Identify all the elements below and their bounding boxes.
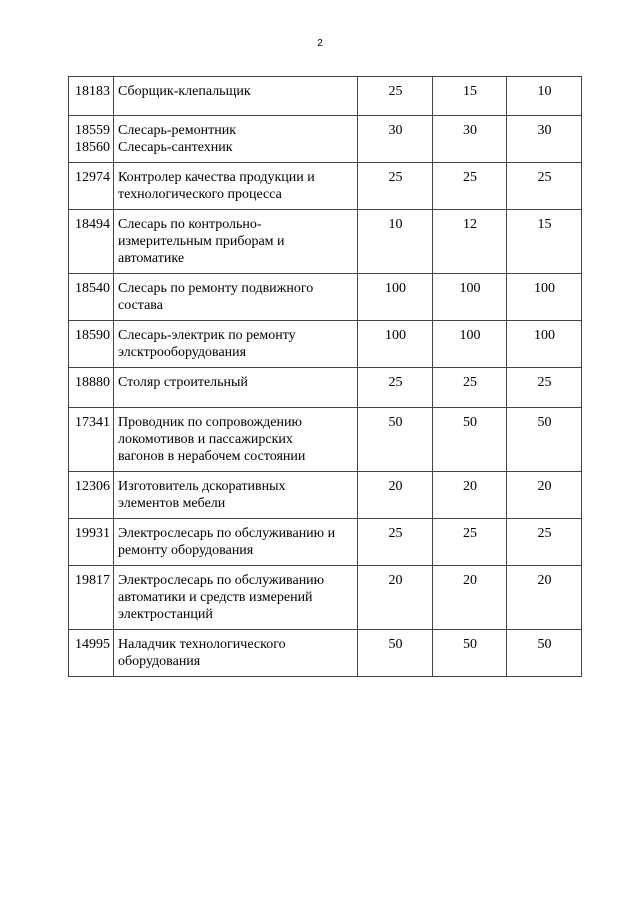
profession-code-cell <box>69 210 114 274</box>
profession-name-cell <box>114 321 358 368</box>
profession-table <box>68 76 582 677</box>
value-cell-1: 20 <box>358 472 433 519</box>
value-cell-2: 100 <box>433 321 507 368</box>
value-cell-1: 25 <box>358 519 433 566</box>
value-cell-1: 50 <box>358 630 433 677</box>
value-cell-1: 25 <box>358 368 433 408</box>
value-cell-2: 20 <box>433 566 507 630</box>
table-row <box>69 321 582 368</box>
value-cell-2: 20 <box>433 472 507 519</box>
table-row <box>69 408 582 472</box>
profession-name-line: оборудования <box>118 654 201 669</box>
profession-name-line: измерительным приборам и <box>118 234 285 249</box>
profession-code-cell <box>69 163 114 210</box>
profession-name-line: Слесарь-сантехник <box>118 140 233 155</box>
profession-code: 12974 <box>75 170 110 185</box>
profession-code: 12306 <box>75 479 110 494</box>
profession-name-line: Изготовитель дскоративных <box>118 479 286 494</box>
profession-code-cell <box>69 77 114 116</box>
value-cell-1: 20 <box>358 566 433 630</box>
value-cell-1: 25 <box>358 77 433 116</box>
profession-code: 14995 <box>75 637 110 652</box>
table-row <box>69 210 582 274</box>
profession-code-cell <box>69 630 114 677</box>
profession-name-line: элементов мебели <box>118 496 226 511</box>
table-row <box>69 472 582 519</box>
value-cell-2: 100 <box>433 274 507 321</box>
profession-name-cell <box>114 472 358 519</box>
profession-name-line: Наладчик технологического <box>118 637 286 652</box>
profession-code-cell <box>69 321 114 368</box>
profession-code: 18540 <box>75 281 110 296</box>
value-cell-3: 25 <box>507 519 582 566</box>
value-cell-3: 25 <box>507 368 582 408</box>
profession-name-cell <box>114 210 358 274</box>
value-cell-3: 15 <box>507 210 582 274</box>
profession-name-line: Слесарь по ремонту подвижного <box>118 281 314 296</box>
profession-name-cell <box>114 368 358 408</box>
value-cell-3: 25 <box>507 163 582 210</box>
value-cell-1: 10 <box>358 210 433 274</box>
profession-name-cell <box>114 163 358 210</box>
value-cell-3: 20 <box>507 566 582 630</box>
value-cell-3: 10 <box>507 77 582 116</box>
profession-name-line: Проводник по сопровождению <box>118 415 302 430</box>
profession-code: 18590 <box>75 328 110 343</box>
value-cell-2: 30 <box>433 116 507 163</box>
value-cell-3: 50 <box>507 408 582 472</box>
profession-code-cell <box>69 368 114 408</box>
table-row <box>69 116 582 163</box>
profession-name-cell <box>114 77 358 116</box>
profession-name-line: Электрослесарь по обслуживанию и <box>118 526 336 541</box>
profession-code: 18560 <box>75 140 110 155</box>
profession-code: 19931 <box>75 526 110 541</box>
value-cell-1: 30 <box>358 116 433 163</box>
value-cell-1: 100 <box>358 274 433 321</box>
profession-name-line: состава <box>118 298 163 313</box>
profession-name-cell <box>114 274 358 321</box>
value-cell-2: 15 <box>433 77 507 116</box>
profession-name-cell <box>114 630 358 677</box>
profession-code-cell <box>69 472 114 519</box>
profession-name-line: Слесарь-электрик по ремонту <box>118 328 296 343</box>
table-row <box>69 630 582 677</box>
profession-name-line: элсктрооборудования <box>118 345 247 360</box>
value-cell-3: 20 <box>507 472 582 519</box>
profession-name-line: ремонту оборудования <box>118 543 254 558</box>
profession-name-line: технологического процесса <box>118 187 282 202</box>
profession-name-cell <box>114 116 358 163</box>
profession-name-line: автоматике <box>118 251 185 266</box>
value-cell-2: 25 <box>433 519 507 566</box>
profession-name-line: Столяр строительный <box>118 375 248 390</box>
profession-code: 19817 <box>75 573 110 588</box>
profession-code-cell <box>69 519 114 566</box>
value-cell-3: 30 <box>507 116 582 163</box>
profession-name-line: Электрослесарь по обслуживанию <box>118 573 325 588</box>
value-cell-2: 50 <box>433 630 507 677</box>
profession-name-cell <box>114 519 358 566</box>
profession-name-cell <box>114 408 358 472</box>
value-cell-2: 25 <box>433 368 507 408</box>
profession-name-line: Контролер качества продукции и <box>118 170 315 185</box>
profession-name-line: Сборщик-клепальщик <box>118 84 251 99</box>
profession-code-cell <box>69 116 114 163</box>
table-row <box>69 163 582 210</box>
profession-code: 18880 <box>75 375 110 390</box>
value-cell-1: 25 <box>358 163 433 210</box>
profession-name-cell <box>114 566 358 630</box>
profession-name-line: Слесарь-ремонтник <box>118 123 237 138</box>
profession-code: 18494 <box>75 217 110 232</box>
value-cell-2: 50 <box>433 408 507 472</box>
table-row <box>69 566 582 630</box>
profession-code-cell <box>69 408 114 472</box>
profession-name-line: электростанций <box>118 607 213 622</box>
value-cell-1: 50 <box>358 408 433 472</box>
profession-code-cell <box>69 274 114 321</box>
value-cell-1: 100 <box>358 321 433 368</box>
value-cell-3: 100 <box>507 274 582 321</box>
table-row <box>69 274 582 321</box>
profession-code: 17341 <box>75 415 110 430</box>
profession-code-cell <box>69 566 114 630</box>
profession-name-line: автоматики и средств измерений <box>118 590 313 605</box>
value-cell-3: 100 <box>507 321 582 368</box>
profession-code: 18559 <box>75 123 110 138</box>
value-cell-2: 25 <box>433 163 507 210</box>
profession-name-line: вагонов в нерабочем состоянии <box>118 449 306 464</box>
profession-code: 18183 <box>75 84 110 99</box>
table-body <box>69 77 582 677</box>
profession-name-line: Слесарь по контрольно- <box>118 217 262 232</box>
value-cell-3: 50 <box>507 630 582 677</box>
table-row <box>69 77 582 116</box>
table-row <box>69 368 582 408</box>
table-row <box>69 519 582 566</box>
page-number: 2 <box>317 38 323 49</box>
profession-name-line: локомотивов и пассажирских <box>118 432 293 447</box>
value-cell-2: 12 <box>433 210 507 274</box>
